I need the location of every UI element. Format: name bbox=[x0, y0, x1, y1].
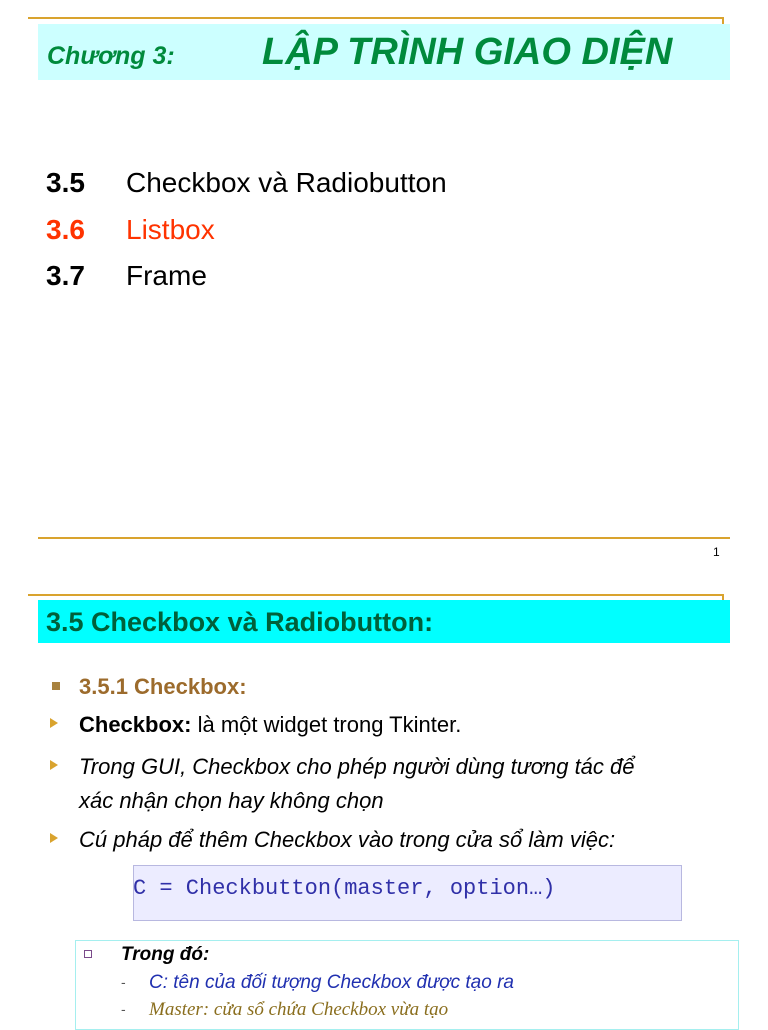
toc-number: 3.5 bbox=[46, 167, 85, 198]
slide1-bottom-rule bbox=[38, 537, 730, 539]
square-bullet-icon bbox=[52, 682, 60, 690]
bullet-gui-line2: xác nhận chọn hay không chọn bbox=[79, 788, 384, 813]
slide1-top-rule bbox=[28, 17, 724, 19]
page-number: 1 bbox=[713, 545, 720, 559]
note-title: Trong đó: bbox=[121, 944, 210, 965]
toc-label: Listbox bbox=[126, 214, 215, 245]
toc-label: Checkbox và Radiobutton bbox=[126, 167, 447, 198]
section-heading: 3.5 Checkbox và Radiobutton: bbox=[46, 607, 434, 637]
toc-number: 3.6 bbox=[46, 214, 85, 245]
slide2-top-rule bbox=[28, 594, 724, 596]
bullet-text: là một widget trong Tkinter. bbox=[191, 712, 462, 737]
toc-number: 3.7 bbox=[46, 260, 85, 291]
arrow-bullet-icon bbox=[50, 833, 58, 843]
note-item: Master: cửa sổ chứa Checkbox vừa tạo bbox=[149, 999, 449, 1020]
bullet-syntax: Cú pháp để thêm Checkbox vào trong cửa sổ làm việc: bbox=[79, 827, 616, 852]
subsection-heading: 3.5.1 Checkbox: bbox=[79, 674, 247, 699]
bullet-checkbox-definition bbox=[79, 712, 461, 738]
dash-bullet: - bbox=[121, 974, 126, 990]
bullet-gui-line1: Trong GUI, Checkbox cho phép người dùng tương tác để bbox=[79, 754, 635, 779]
chapter-title: LẬP TRÌNH GIAO DIỆN bbox=[262, 31, 673, 73]
arrow-bullet-icon bbox=[50, 718, 58, 728]
toc-item-3-5 bbox=[46, 167, 447, 199]
toc-item-3-6 bbox=[46, 214, 215, 246]
bullet-bold-term: Checkbox: bbox=[79, 712, 192, 737]
note-item: C: tên của đối tượng Checkbox được tạo ra bbox=[149, 972, 514, 993]
toc-item-3-7 bbox=[46, 260, 207, 292]
code-snippet: C = Checkbutton(master, option…) bbox=[133, 876, 556, 901]
arrow-bullet-icon bbox=[50, 760, 58, 770]
hollow-square-bullet-icon bbox=[84, 950, 92, 958]
chapter-label: Chương 3: bbox=[47, 42, 175, 70]
toc-label: Frame bbox=[126, 260, 207, 291]
dash-bullet: - bbox=[121, 1001, 126, 1017]
